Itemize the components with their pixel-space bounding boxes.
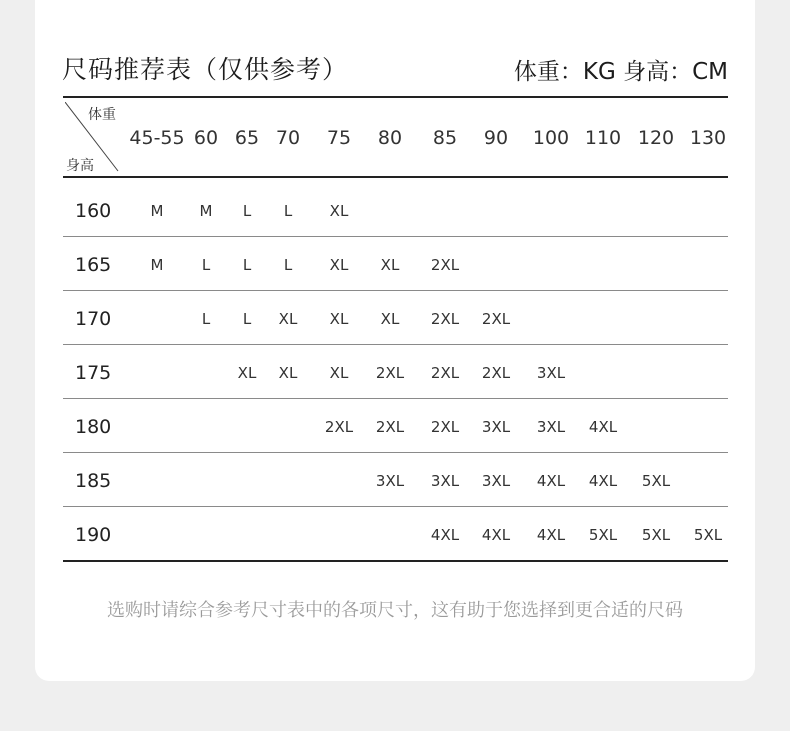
size-cell: 5XL — [641, 472, 671, 490]
size-cell: 3XL — [481, 418, 511, 436]
size-cell: 3XL — [481, 472, 511, 490]
size-cell: L — [201, 310, 211, 328]
size-cell: 3XL — [536, 418, 566, 436]
size-cell: 4XL — [536, 526, 566, 544]
size-cell: M — [199, 202, 213, 220]
height-row-label: 170 — [75, 308, 112, 330]
size-cell: 5XL — [641, 526, 671, 544]
size-cell: 2XL — [375, 418, 405, 436]
corner-weight-label: 体重 — [88, 107, 116, 123]
size-cell: XL — [278, 310, 298, 328]
weight-header-cell: 120 — [637, 127, 675, 149]
size-cell: XL — [329, 256, 349, 274]
size-cell: XL — [380, 256, 400, 274]
weight-header-cell: 85 — [432, 127, 458, 149]
size-cell: 4XL — [536, 472, 566, 490]
row-divider — [63, 506, 728, 507]
size-cell: 2XL — [430, 364, 460, 382]
size-cell: 4XL — [588, 418, 618, 436]
size-cell: 2XL — [430, 256, 460, 274]
weight-header-cell: 45-55 — [129, 127, 185, 149]
table-top-border — [63, 96, 728, 98]
weight-header-cell: 70 — [275, 127, 301, 149]
size-cell: 2XL — [481, 364, 511, 382]
weight-header-cell: 65 — [234, 127, 260, 149]
size-cell: L — [242, 256, 252, 274]
size-cell: 3XL — [536, 364, 566, 382]
size-cell: 2XL — [481, 310, 511, 328]
height-row-label: 175 — [75, 362, 112, 384]
size-cell: L — [283, 256, 293, 274]
units-note: 体重：KG 身高：CM — [513, 59, 728, 85]
size-cell: 4XL — [588, 472, 618, 490]
size-cell: 3XL — [375, 472, 405, 490]
size-cell: L — [201, 256, 211, 274]
weight-header-cell: 80 — [377, 127, 403, 149]
header-bottom-border — [63, 176, 728, 178]
size-cell: XL — [329, 310, 349, 328]
size-cell: XL — [278, 364, 298, 382]
footnote: 选购时请综合参考尺寸表中的各项尺寸，这有助于您选择到更合适的尺码 — [107, 600, 683, 621]
size-cell: L — [283, 202, 293, 220]
weight-header-cell: 130 — [689, 127, 727, 149]
row-divider — [63, 452, 728, 453]
height-row-label: 160 — [75, 200, 112, 222]
size-cell: 4XL — [430, 526, 460, 544]
row-divider — [63, 290, 728, 291]
height-row-label: 185 — [75, 470, 112, 492]
size-cell: L — [242, 310, 252, 328]
size-cell: 5XL — [693, 526, 723, 544]
size-cell: 3XL — [430, 472, 460, 490]
size-cell: XL — [329, 364, 349, 382]
weight-header-cell: 90 — [483, 127, 509, 149]
size-cell: M — [150, 256, 164, 274]
size-cell: L — [242, 202, 252, 220]
row-divider — [63, 344, 728, 345]
size-cell: XL — [380, 310, 400, 328]
height-row-label: 180 — [75, 416, 112, 438]
height-row-label: 165 — [75, 254, 112, 276]
size-cell: XL — [237, 364, 257, 382]
size-cell: M — [150, 202, 164, 220]
row-divider — [63, 236, 728, 237]
size-cell: 5XL — [588, 526, 618, 544]
size-chart-card — [35, 0, 755, 681]
size-cell: 2XL — [324, 418, 354, 436]
row-divider — [63, 398, 728, 399]
height-row-label: 190 — [75, 524, 112, 546]
size-cell: 2XL — [430, 310, 460, 328]
weight-header-cell: 60 — [193, 127, 219, 149]
size-cell: XL — [329, 202, 349, 220]
size-cell: 2XL — [430, 418, 460, 436]
table-bottom-border — [63, 560, 728, 562]
weight-header-cell: 75 — [326, 127, 352, 149]
weight-header-cell: 110 — [584, 127, 622, 149]
corner-height-label: 身高 — [66, 158, 94, 174]
chart-title: 尺码推荐表（仅供参考） — [62, 55, 349, 84]
size-cell: 2XL — [375, 364, 405, 382]
size-cell: 4XL — [481, 526, 511, 544]
weight-header-cell: 100 — [532, 127, 570, 149]
